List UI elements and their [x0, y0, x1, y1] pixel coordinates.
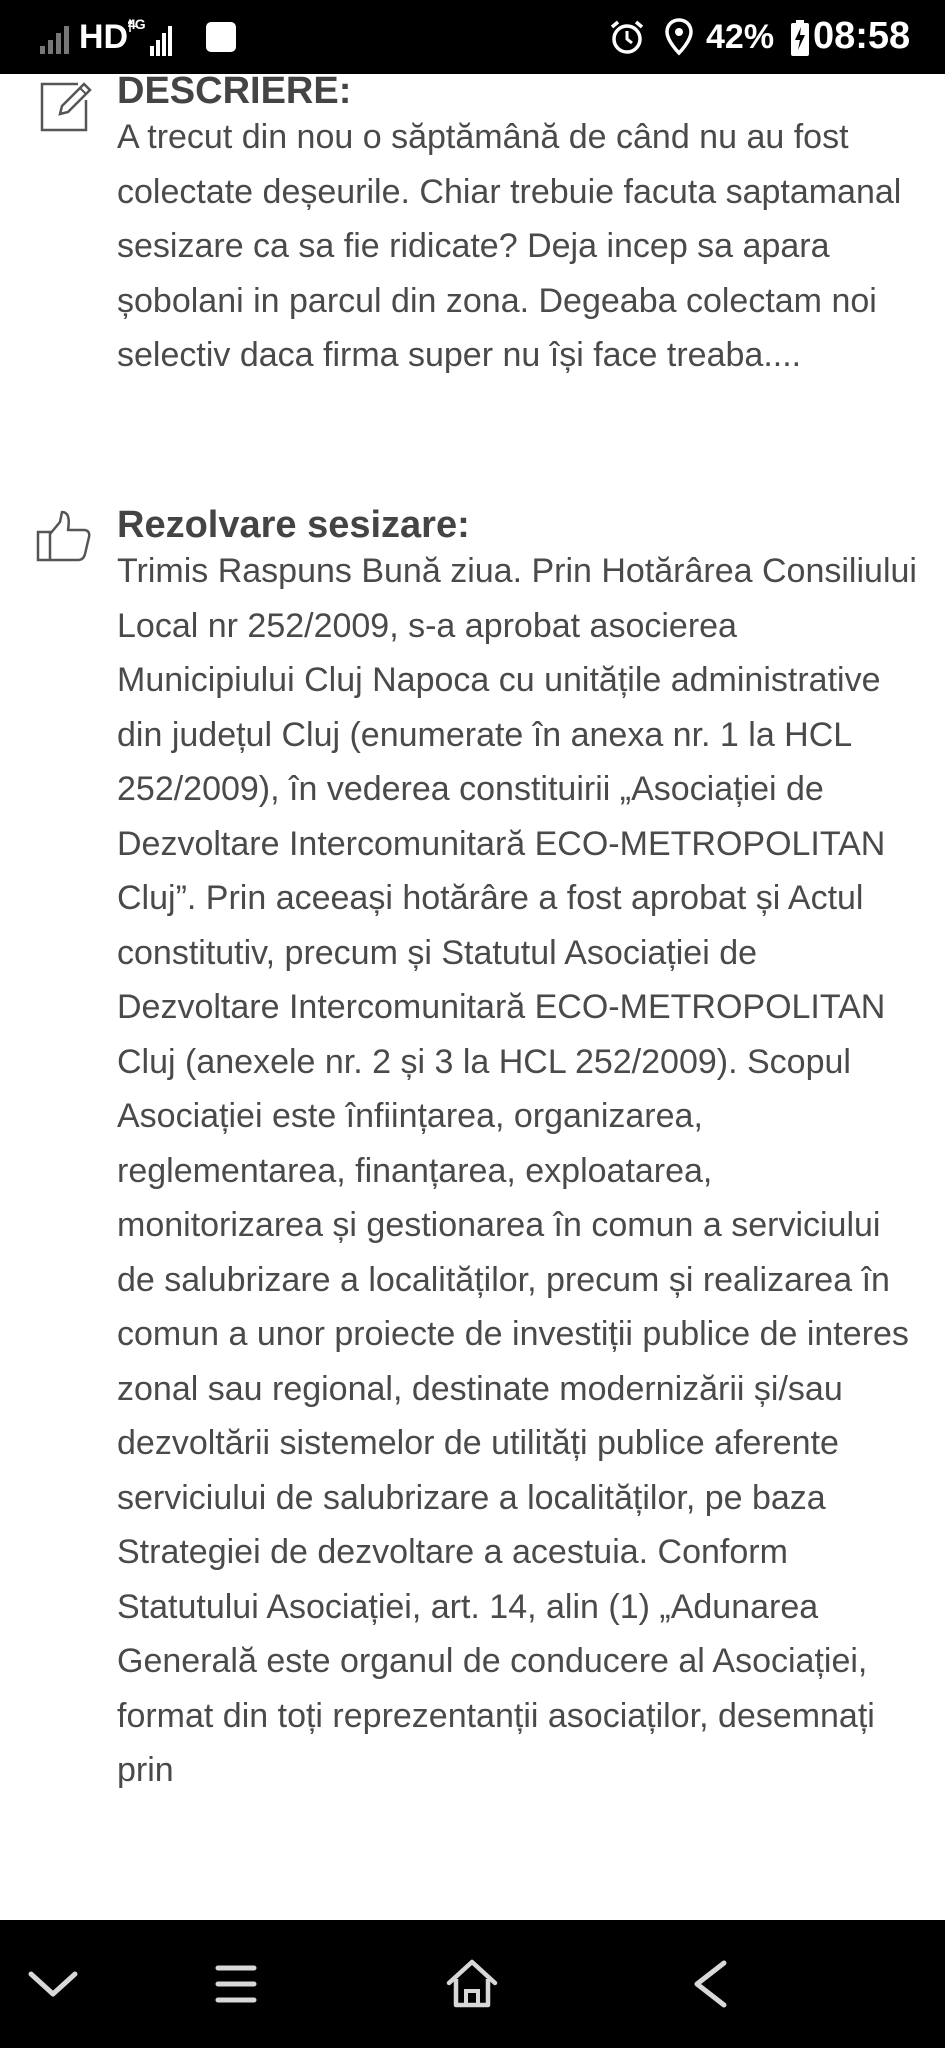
menu-button[interactable] — [166, 1920, 306, 2048]
back-button[interactable] — [640, 1920, 780, 2048]
signal-icon — [40, 24, 74, 54]
menu-icon — [214, 1962, 258, 2006]
battery-percent: 42% — [706, 18, 775, 56]
home-button[interactable] — [402, 1920, 542, 2048]
edit-note-icon — [34, 78, 92, 136]
clock: 08:58 — [813, 15, 911, 57]
description-text: A trecut din nou o săptămână de când nu au fost colectate deșeurile. Chiar trebuie facuta saptamanal sesizare ca sa fie ridicate? Deja incep sa apara șobolani in parcul din zona. Degeaba colectam noi selectiv daca firma super nu își face treaba.... — [117, 118, 902, 374]
status-bar — [0, 0, 945, 74]
back-icon — [692, 1959, 728, 2009]
resolution-text: Trimis Raspuns Bună ziua. Prin Hotărârea Consiliului Local nr 252/2009, s-a aprobat asocierea Municipiului Cluj Napoca cu unitățile administrative din județul Cluj (enumerate în anexa nr. 1 la HCL 252/2009), în vederea constituirii „Asociației de Dezvoltare Intercomunitară ECO-METROPOLITAN Cluj”. Prin aceeași hotărâre a fost aprobat și Actul constitutiv, precum și Statutul Asociației de Dezvoltare Intercomunitară ECO-METROPOLITAN Cluj (anexele nr. 2 și 3 la HCL 252/2009). Scopul Asociației este înființarea, organizarea, reglementarea, finanțarea, exploatarea, monitorizarea și gestionarea în comun a serviciului de salubrizare a localităților, precum și realizarea în comun a unor proiecte de investiții publice de interes zonal sau regional, destinate modernizării și/sau dezvoltării sistemelor de utilități publice aferente serviciului de salubrizare a localităților, pe baza Strategiei de dezvoltare a acestuia. Conform Statutului Asociației, art. 14, alin (1) „Adunarea Generală este organul de conducere al Asociației, format din toți reprezentanții asociaților, desemnați prin — [117, 552, 917, 1789]
thumbs-up-icon — [34, 508, 92, 564]
lte-label: 4G — [128, 16, 145, 32]
network-type-label: HD — [79, 18, 129, 56]
collapse-button[interactable] — [0, 1920, 123, 2048]
collapse-chevron-icon — [28, 1969, 78, 1999]
description-title: DESCRIERE: — [117, 74, 352, 112]
battery-charging-icon — [790, 20, 810, 56]
content-scroll-area[interactable] — [0, 74, 945, 1920]
notification-icon — [206, 22, 236, 52]
alarm-icon — [609, 19, 645, 55]
resolution-title: Rezolvare sesizare: — [117, 504, 470, 546]
location-icon — [665, 18, 693, 56]
home-icon — [446, 1959, 498, 2009]
navigation-bar — [0, 1920, 945, 2048]
